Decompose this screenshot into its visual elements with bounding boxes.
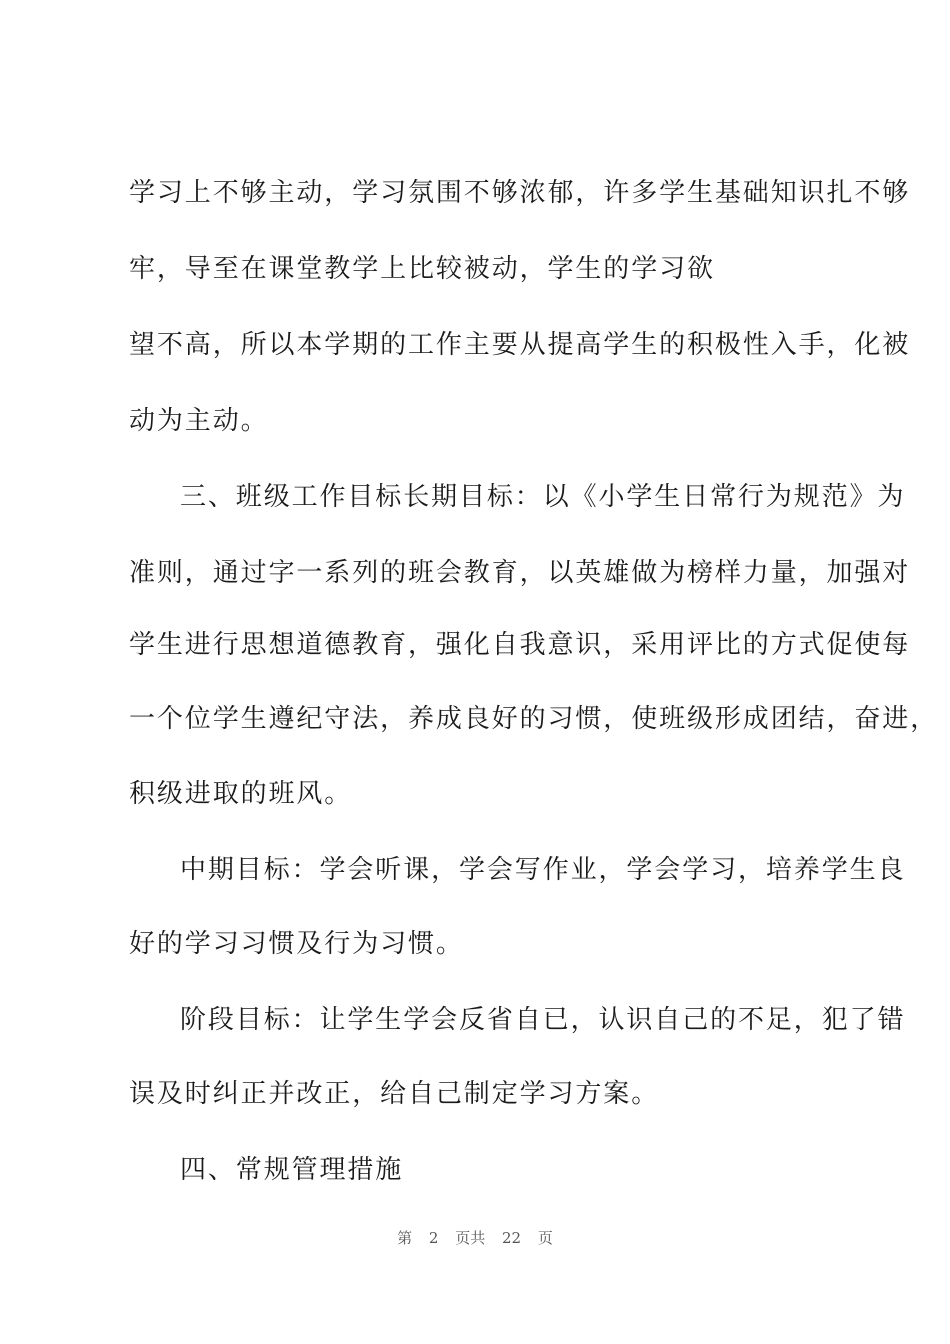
body-text-line: 动为主动。	[129, 406, 269, 436]
footer-middle: 页共	[455, 1229, 486, 1247]
body-text-line: 学习上不够主动，学习氛围不够浓郁，许多学生基础知识扎不够	[129, 178, 911, 208]
paragraph-start-line: 阶段目标：让学生学会反省自已，认识自己的不足，犯了错	[180, 1005, 906, 1035]
body-text-line: 一个位学生遵纪守法，养成良好的习惯，使班级形成团结，奋进，	[129, 704, 939, 734]
section-heading-line: 三、班级工作目标长期目标：以《小学生日常行为规范》为	[180, 482, 906, 512]
body-text-line: 学生进行思想道德教育，强化自我意识，采用评比的方式促使每	[129, 630, 911, 660]
body-text-line: 望不高，所以本学期的工作主要从提高学生的积极性入手，化被	[129, 330, 911, 360]
footer-total-pages: 22	[502, 1229, 522, 1247]
body-text-line: 积级进取的班风。	[129, 779, 353, 809]
body-text-line: 准则，通过字一系列的班会教育，以英雄做为榜样力量，加强对	[129, 558, 911, 588]
page-footer	[0, 1228, 950, 1248]
paragraph-start-line: 中期目标：学会听课，学会写作业，学会学习，培养学生良	[180, 855, 906, 885]
body-text-line: 牢，导至在课堂教学上比较被动，学生的学习欲	[129, 254, 715, 284]
body-text-line: 好的学习习惯及行为习惯。	[129, 929, 464, 959]
footer-current-page: 2	[428, 1229, 439, 1247]
footer-prefix: 第	[397, 1229, 413, 1247]
footer-suffix: 页	[537, 1229, 553, 1247]
body-text-line: 误及时纠正并改正，给自己制定学习方案。	[129, 1079, 660, 1109]
section-heading-line: 四、常规管理措施	[180, 1155, 404, 1185]
